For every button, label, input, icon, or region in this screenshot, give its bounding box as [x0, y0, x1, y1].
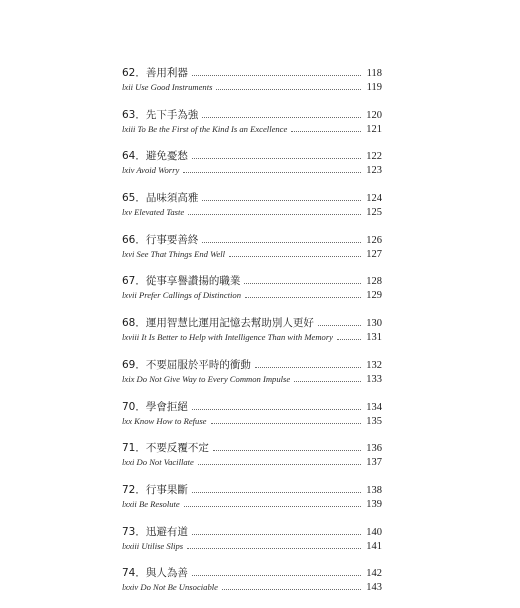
toc-entry-chinese-title: 66．行事要善終	[122, 233, 199, 246]
toc-entry[interactable]	[122, 483, 382, 525]
toc-entry-english-title: lxvii Prefer Callings of Distinction	[122, 290, 242, 301]
toc-entry-english-line	[122, 247, 382, 261]
toc-entry-english-page-number: 135	[366, 415, 382, 427]
toc-entry[interactable]	[122, 525, 382, 567]
toc-entry-chinese-title: 70．學會拒絕	[122, 400, 188, 413]
toc-entry-english-page-number: 125	[366, 207, 382, 219]
toc-entry[interactable]	[122, 233, 382, 275]
toc-entry-chinese-page-number: 120	[366, 109, 382, 121]
toc-entry-english-page-number: 127	[366, 248, 382, 260]
dot-leader	[294, 381, 361, 382]
toc-entry-chinese-title: 69．不要屈服於平時的衝動	[122, 358, 251, 371]
toc-entry-chinese-title: 65．品味須高雅	[122, 192, 199, 205]
toc-entry-english-page-number: 123	[366, 165, 382, 177]
toc-entry-chinese-title: 64．避免憂愁	[122, 150, 188, 163]
toc-entry[interactable]	[122, 66, 382, 108]
dot-leader	[211, 423, 362, 424]
dot-leader	[198, 464, 361, 465]
toc-entry-english-title: lxxii Be Resolute	[122, 498, 180, 509]
toc-entry[interactable]	[122, 316, 382, 358]
toc-entry-english-line	[122, 163, 382, 177]
toc-entry-chinese-page-number: 126	[366, 234, 382, 246]
toc-entry-english-title: lxiv Avoid Worry	[122, 165, 180, 176]
toc-entry-chinese-page-number: 132	[366, 359, 382, 371]
toc-entry-chinese-title: 63．先下手為強	[122, 108, 199, 121]
toc-entry-english-line	[122, 122, 382, 136]
dot-leader	[202, 117, 361, 118]
toc-entry-english-line	[122, 580, 382, 594]
toc-entry-english-line	[122, 372, 382, 386]
dot-leader	[192, 492, 361, 493]
dot-leader	[183, 172, 361, 173]
toc-entry-english-line	[122, 497, 382, 511]
toc-entry-english-page-number: 121	[366, 123, 382, 135]
dot-leader	[291, 131, 361, 132]
toc-entry-english-title: lxiii To Be the First of the Kind Is an Excellence	[122, 123, 288, 134]
toc-entry[interactable]	[122, 191, 382, 233]
toc-entry-chinese-title: 74．與人為善	[122, 567, 188, 580]
toc-entry-chinese-line	[122, 400, 382, 414]
toc-entry-english-line	[122, 205, 382, 219]
toc-entry-english-line	[122, 414, 382, 428]
toc-entry[interactable]	[122, 400, 382, 442]
toc-entry-chinese-title: 73．迅避有道	[122, 525, 188, 538]
dot-leader	[192, 409, 361, 410]
toc-entry-chinese-title: 68．運用智慧比運用記憶去幫助別人更好	[122, 317, 314, 330]
toc-entry-chinese-line	[122, 191, 382, 205]
toc-entry-english-page-number: 133	[366, 373, 382, 385]
dot-leader	[187, 548, 361, 549]
toc-entry-chinese-title: 71．不要反覆不定	[122, 442, 209, 455]
dot-leader	[216, 89, 361, 90]
toc-entry-english-line	[122, 330, 382, 344]
toc-entry-chinese-page-number: 138	[366, 484, 382, 496]
dot-leader	[188, 214, 361, 215]
dot-leader	[184, 506, 361, 507]
dot-leader	[222, 589, 361, 590]
toc-entry-english-page-number: 141	[366, 540, 382, 552]
toc-entry-chinese-line	[122, 441, 382, 455]
toc-entry-english-title: lxxiii Utilise Slips	[122, 540, 184, 551]
toc-entry-chinese-line	[122, 108, 382, 122]
dot-leader	[244, 283, 361, 284]
toc-entry-chinese-title: 67．從事享譽讚揚的職業	[122, 275, 241, 288]
toc-entry-english-page-number: 137	[366, 457, 382, 469]
toc-entry-english-title: lxv Elevated Taste	[122, 207, 185, 218]
toc-entry-chinese-line	[122, 566, 382, 580]
toc-entry-english-page-number: 131	[366, 332, 382, 344]
toc-entry-english-line	[122, 455, 382, 469]
toc-entry-english-title: lxii Use Good Instruments	[122, 82, 213, 92]
toc-entry-english-line	[122, 80, 382, 94]
toc-entry-english-page-number: 119	[366, 82, 382, 93]
toc-entry-chinese-title: 62．善用利器	[122, 67, 188, 79]
toc-entry[interactable]	[122, 149, 382, 191]
toc-entry-english-title: lxxiv Do Not Be Unsociable	[122, 582, 218, 593]
toc-entry-english-title: lxvi See That Things End Well	[122, 248, 226, 259]
dot-leader	[245, 297, 361, 298]
dot-leader	[202, 200, 361, 201]
toc-entry-chinese-line	[122, 274, 382, 288]
toc-entry-english-page-number: 143	[366, 582, 382, 594]
dot-leader	[229, 256, 361, 257]
toc-entry[interactable]	[122, 441, 382, 483]
table-of-contents	[122, 66, 382, 608]
toc-entry-english-page-number: 139	[366, 498, 382, 510]
toc-entry-chinese-line	[122, 316, 382, 330]
toc-entry-chinese-page-number: 142	[366, 568, 382, 580]
toc-entry-english-title: lxx Know How to Refuse	[122, 415, 207, 426]
toc-entry[interactable]	[122, 108, 382, 150]
dot-leader	[337, 339, 361, 340]
dot-leader	[192, 158, 361, 159]
toc-entry-chinese-page-number: 140	[366, 526, 382, 538]
toc-entry-chinese-line	[122, 233, 382, 247]
toc-entry-english-line	[122, 539, 382, 553]
dot-leader	[192, 575, 361, 576]
toc-entry-english-title: lxviii It Is Better to Help with Intelligence Than with Memory	[122, 332, 333, 343]
toc-entry-english-title: lxix Do Not Give Way to Every Common Impulse	[122, 373, 291, 384]
toc-entry-english-line	[122, 288, 382, 302]
toc-entry-chinese-page-number: 118	[366, 68, 382, 79]
toc-entry-chinese-page-number: 128	[366, 276, 382, 288]
toc-entry[interactable]	[122, 566, 382, 608]
toc-entry[interactable]	[122, 274, 382, 316]
toc-entry-chinese-line	[122, 66, 382, 80]
toc-entry-english-title: lxxi Do Not Vacillate	[122, 457, 194, 468]
toc-entry[interactable]	[122, 358, 382, 400]
dot-leader	[318, 325, 361, 326]
toc-entry-chinese-page-number: 124	[366, 193, 382, 205]
dot-leader	[213, 450, 361, 451]
dot-leader	[255, 367, 361, 368]
toc-entry-english-page-number: 129	[366, 290, 382, 302]
toc-entry-chinese-line	[122, 483, 382, 497]
toc-entry-chinese-page-number: 136	[366, 443, 382, 455]
toc-entry-chinese-line	[122, 525, 382, 539]
toc-entry-chinese-page-number: 130	[366, 318, 382, 330]
toc-entry-chinese-page-number: 122	[366, 151, 382, 163]
dot-leader	[192, 534, 361, 535]
dot-leader	[192, 75, 361, 76]
toc-entry-chinese-line	[122, 358, 382, 372]
toc-entry-chinese-title: 72．行事果斷	[122, 483, 188, 496]
toc-entry-chinese-page-number: 134	[366, 401, 382, 413]
dot-leader	[202, 242, 361, 243]
toc-entry-chinese-line	[122, 149, 382, 163]
